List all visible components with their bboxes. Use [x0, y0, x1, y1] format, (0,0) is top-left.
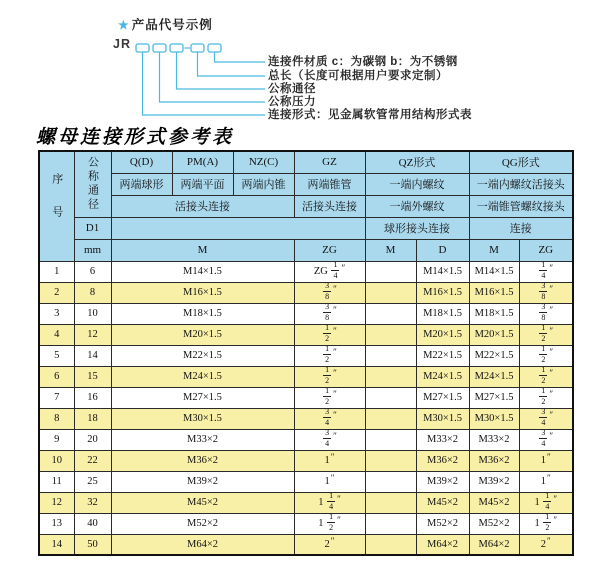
header-zg: ZG [294, 239, 365, 261]
table-cell: 7 [39, 387, 74, 408]
table-cell: M36×2 [416, 450, 469, 471]
inch-mark: ″ [549, 346, 554, 357]
inch-mark: ″ [337, 514, 341, 525]
inch-mark: ″ [333, 304, 337, 315]
table-cell: M16×1.5 [416, 282, 469, 303]
header-pm-desc: 两端平面 [172, 173, 233, 195]
table-cell [365, 513, 416, 534]
table-row [39, 345, 573, 366]
table-cell: 1″ [294, 471, 365, 492]
table-row [39, 387, 573, 408]
inch-mark: ″ [333, 346, 337, 357]
header-d1: D1 [74, 217, 111, 239]
table-cell: M52×2 [416, 513, 469, 534]
table-cell: M20×1.5 [111, 324, 294, 345]
inch-mark: ″ [553, 514, 558, 525]
header-q-desc: 两端球形 [111, 173, 172, 195]
table-cell: 15 [74, 366, 111, 387]
table-cell [519, 387, 573, 408]
header-m: M [111, 239, 294, 261]
table-cell: M16×1.5 [111, 282, 294, 303]
table-cell [294, 408, 365, 429]
table-cell: M14×1.5 [469, 261, 519, 282]
table-cell: M36×2 [469, 450, 519, 471]
fraction: $\frac{1}{2}$ [325, 387, 330, 406]
diagram-heading [118, 15, 213, 33]
inch-mark: ″ [553, 493, 558, 504]
table-cell [365, 450, 416, 471]
table-cell [294, 345, 365, 366]
fraction: $\frac{1}{2}$ [325, 324, 330, 343]
table-cell: 1 $\frac{1}{2}$ ″ [294, 513, 365, 534]
table-cell: 18 [74, 408, 111, 429]
inch-mark: ″ [333, 388, 337, 399]
table-cell: M45×2 [469, 492, 519, 513]
header-qg-m: M [469, 239, 519, 261]
table-row [39, 471, 573, 492]
fraction: $\frac{1}{2}$ [329, 513, 334, 532]
diagram-heading-text: 产品代号示例 [131, 18, 213, 32]
table-cell: M24×1.5 [416, 366, 469, 387]
header-qz-external: 一端外螺纹 [365, 195, 469, 217]
table-cell: 25 [74, 471, 111, 492]
table-cell: 14 [39, 534, 74, 555]
inch-mark: ″ [341, 262, 346, 273]
inch-mark: ″ [337, 493, 341, 504]
fraction: $\frac{3}{8}$ [541, 303, 546, 322]
table-cell [519, 282, 573, 303]
inch-mark: ″ [549, 367, 554, 378]
table-cell [519, 324, 573, 345]
table-cell: M14×1.5 [416, 261, 469, 282]
table-cell: 5 [39, 345, 74, 366]
table-cell: 1 $\frac{1}{4}$ ″ [294, 492, 365, 513]
header-qg-taper: 一端锥管螺纹接头 [469, 195, 573, 217]
table-cell: M52×2 [469, 513, 519, 534]
table-cell: 10 [74, 303, 111, 324]
header-qg-desc: 一端内螺纹活接头 [469, 173, 573, 195]
table-row [39, 366, 573, 387]
header-qg-zg: ZG [519, 239, 573, 261]
header-gz-desc: 两端锥管 [294, 173, 365, 195]
header-qg-connection: 连接 [469, 217, 573, 239]
table-cell [519, 408, 573, 429]
inch-mark: ″ [333, 367, 337, 378]
table-cell: 22 [74, 450, 111, 471]
table-cell: M27×1.5 [416, 387, 469, 408]
header-q: Q(D) [111, 151, 172, 173]
inch-mark: ″ [333, 325, 337, 336]
table-cell: M30×1.5 [469, 408, 519, 429]
inch-mark: ″ [333, 283, 337, 294]
diagram-label-pressure: 公称压力 [268, 96, 316, 108]
table-cell [294, 429, 365, 450]
table-cell: M39×2 [416, 471, 469, 492]
table-cell: M22×1.5 [469, 345, 519, 366]
fraction: $\frac{1}{4}$ [545, 492, 550, 511]
fraction: $\frac{3}{8}$ [325, 303, 330, 322]
table-row [39, 408, 573, 429]
inch-mark: ″ [547, 452, 551, 462]
table-cell: 2 [39, 282, 74, 303]
inch-mark: ″ [549, 283, 554, 294]
fraction: $\frac{3}{8}$ [541, 282, 546, 301]
header-qz-m: M [365, 239, 416, 261]
inch-mark: ″ [330, 535, 335, 546]
table-cell: 1″ [519, 450, 573, 471]
inch-mark: ″ [549, 304, 554, 315]
table-cell: M24×1.5 [469, 366, 519, 387]
fraction: $\frac{3}{8}$ [325, 282, 330, 301]
table-row [39, 303, 573, 324]
table-cell [365, 261, 416, 282]
table-cell [365, 303, 416, 324]
table-cell: M45×2 [416, 492, 469, 513]
table-cell [294, 387, 365, 408]
table-cell: 14 [74, 345, 111, 366]
inch-mark: ″ [547, 473, 551, 483]
table-cell: 12 [74, 324, 111, 345]
inch-mark: ″ [549, 430, 554, 441]
table-cell: 12 [39, 492, 74, 513]
table-cell: M39×2 [111, 471, 294, 492]
header-qz-ball-connection: 球形接头连接 [365, 217, 469, 239]
product-code-diagram [0, 0, 600, 128]
table-cell: 8 [74, 282, 111, 303]
header-seq: 序号 [39, 151, 74, 261]
fraction: $\frac{1}{2}$ [325, 366, 330, 385]
inch-mark: ″ [333, 430, 337, 441]
header-blank [111, 217, 365, 239]
table-cell [365, 534, 416, 555]
table-header [39, 151, 573, 261]
table-cell: M27×1.5 [469, 387, 519, 408]
table-cell: M33×2 [469, 429, 519, 450]
header-qz: QZ形式 [365, 151, 469, 173]
table-cell [294, 324, 365, 345]
diagram-label-material: 连接件材质 c：为碳钢 b：为不锈钢 [268, 56, 458, 68]
fraction: $\frac{1}{2}$ [325, 345, 330, 364]
nut-connection-reference-table [38, 150, 574, 556]
table-cell: 16 [74, 387, 111, 408]
fraction: $\frac{1}{4}$ [541, 261, 546, 280]
table-cell: M30×1.5 [111, 408, 294, 429]
table-cell: 20 [74, 429, 111, 450]
header-qz-d: D [416, 239, 469, 261]
header-gz-connection: 活接头连接 [294, 195, 365, 217]
table-cell: M33×2 [111, 429, 294, 450]
table-cell: M36×2 [111, 450, 294, 471]
fraction: $\frac{1}{2}$ [541, 387, 546, 406]
table-cell [365, 282, 416, 303]
table-cell [294, 303, 365, 324]
table-cell: M20×1.5 [469, 324, 519, 345]
inch-mark: ″ [330, 473, 335, 483]
fraction: $\frac{1}{2}$ [541, 324, 546, 343]
table-cell: 8 [39, 408, 74, 429]
table-title: 螺母连接形式参考表 [36, 127, 235, 148]
table-cell: M18×1.5 [469, 303, 519, 324]
table-cell: 4 [39, 324, 74, 345]
table-cell: 2″ [519, 534, 573, 555]
product-code-prefix: JR [113, 37, 131, 51]
table-cell: M22×1.5 [416, 345, 469, 366]
table-cell [365, 324, 416, 345]
table-cell: M14×1.5 [111, 261, 294, 282]
table-cell: M33×2 [416, 429, 469, 450]
table-cell [365, 492, 416, 513]
table-cell [365, 366, 416, 387]
inch-mark: ″ [549, 409, 554, 420]
table-cell: 3 [39, 303, 74, 324]
table-row [39, 282, 573, 303]
table-cell: M27×1.5 [111, 387, 294, 408]
table-cell: 2″ [294, 534, 365, 555]
table-cell [519, 303, 573, 324]
table-cell: M39×2 [469, 471, 519, 492]
header-pm: PM(A) [172, 151, 233, 173]
table-cell: 6 [74, 261, 111, 282]
table-cell [519, 345, 573, 366]
header-qz-desc: 一端内螺纹 [365, 173, 469, 195]
inch-mark: ″ [549, 325, 554, 336]
table-row [39, 450, 573, 471]
table-cell [519, 366, 573, 387]
table-cell [365, 408, 416, 429]
header-nz-desc: 两端内锥 [233, 173, 294, 195]
table-cell: M64×2 [469, 534, 519, 555]
table-cell: M64×2 [416, 534, 469, 555]
table-cell [294, 282, 365, 303]
table-row [39, 324, 573, 345]
table-cell: 50 [74, 534, 111, 555]
table-cell: 1 $\frac{1}{4}$ ″ [519, 492, 573, 513]
table-cell: M16×1.5 [469, 282, 519, 303]
header-mm: mm [74, 239, 111, 261]
fraction: $\frac{3}{4}$ [325, 408, 330, 427]
header-qg: QG形式 [469, 151, 573, 173]
table-cell [365, 429, 416, 450]
table-cell: 1 $\frac{1}{2}$ ″ [519, 513, 573, 534]
inch-mark: ″ [547, 535, 551, 546]
table-cell: M18×1.5 [111, 303, 294, 324]
table-cell [519, 429, 573, 450]
table-cell: M45×2 [111, 492, 294, 513]
header-gz: GZ [294, 151, 365, 173]
table-cell: M64×2 [111, 534, 294, 555]
table-cell: M22×1.5 [111, 345, 294, 366]
table-cell [365, 345, 416, 366]
table-cell: M52×2 [111, 513, 294, 534]
table-cell: 1″ [519, 471, 573, 492]
fraction: $\frac{1}{4}$ [329, 492, 334, 511]
table-cell: 1″ [294, 450, 365, 471]
inch-mark: ″ [330, 452, 335, 462]
table-cell: 40 [74, 513, 111, 534]
fraction: $\frac{1}{2}$ [541, 366, 546, 385]
table-cell: 11 [39, 471, 74, 492]
inch-mark: ″ [549, 262, 554, 273]
table-cell [519, 261, 573, 282]
fraction: $\frac{1}{4}$ [333, 261, 338, 280]
fraction: $\frac{3}{4}$ [325, 429, 330, 448]
table-cell: M18×1.5 [416, 303, 469, 324]
table-row [39, 513, 573, 534]
table-cell: 32 [74, 492, 111, 513]
star-icon: ★ [118, 18, 130, 32]
diagram-label-length: 总长（长度可根据用户要求定制） [268, 70, 448, 82]
table-cell [294, 366, 365, 387]
table-cell [365, 471, 416, 492]
table-body [39, 261, 573, 555]
header-nominal-diameter: 公称通径 [74, 151, 111, 217]
table-cell [365, 387, 416, 408]
table-cell: 10 [39, 450, 74, 471]
table-row [39, 429, 573, 450]
fraction: $\frac{1}{2}$ [541, 345, 546, 364]
fraction: $\frac{3}{4}$ [541, 408, 546, 427]
table-row [39, 534, 573, 555]
header-nz: NZ(C) [233, 151, 294, 173]
header-union-connection: 活接头连接 [111, 195, 294, 217]
table-cell: M30×1.5 [416, 408, 469, 429]
fraction: $\frac{3}{4}$ [541, 429, 546, 448]
table-cell: 1 [39, 261, 74, 282]
diagram-label-diameter: 公称通径 [268, 83, 316, 95]
table-cell: ZG $\frac{1}{4}$ ″ [294, 261, 365, 282]
diagram-label-connection: 连接形式：见金属软管常用结构形式表 [268, 109, 472, 121]
table-cell: 6 [39, 366, 74, 387]
inch-mark: ″ [549, 388, 554, 399]
table-row [39, 261, 573, 282]
table-row [39, 492, 573, 513]
table-cell: M24×1.5 [111, 366, 294, 387]
table-cell: M20×1.5 [416, 324, 469, 345]
table-cell: 9 [39, 429, 74, 450]
table-cell: 13 [39, 513, 74, 534]
fraction: $\frac{1}{2}$ [545, 513, 550, 532]
inch-mark: ″ [333, 409, 337, 420]
